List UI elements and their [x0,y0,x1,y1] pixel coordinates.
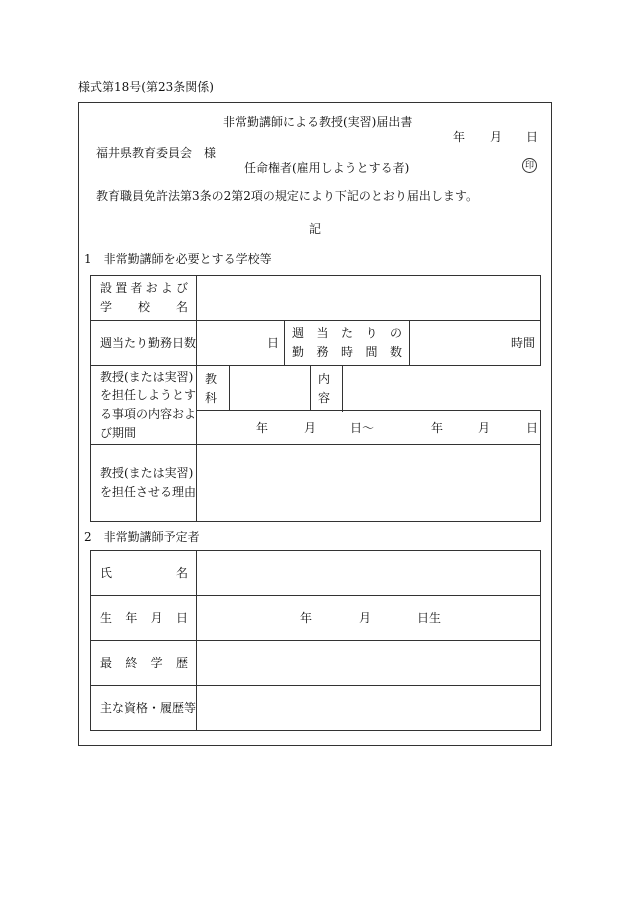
date-month: 月 [490,130,503,144]
days-field[interactable] [197,321,285,366]
reason-field[interactable] [197,445,541,522]
name-label-cell: 氏 名 [91,551,197,596]
name-field[interactable] [197,551,541,596]
recipient: 福井県教育委員会 様 [96,146,217,160]
statement: 教育職員免許法第3条の2第2項の規定により下記のとおり届出します。 [96,189,478,203]
subject-field[interactable] [230,366,311,411]
reason-label-cell: 教授(または実習) を担任させる理由 [91,445,197,522]
period-year-end: 年 [431,420,444,435]
content-label-cell: 内 容 [311,366,541,411]
hours-label-cell: 週 当 た り の 勤 務 時 間 数 [285,321,410,366]
hours-field[interactable] [410,321,541,366]
days-label: 週当たり勤務日数 [91,321,197,366]
days-unit: 日 [266,335,279,350]
birth-day: 日生 [417,611,442,625]
birth-label-cell: 生 年 月 日 [91,596,197,641]
period-year-start: 年 [256,420,269,435]
section1-heading: 1 非常勤講師を必要とする学校等 [84,252,272,266]
period-month-start: 月 [304,420,317,435]
period-month-end: 月 [478,420,491,435]
school-table [90,275,541,522]
section2-heading: 2 非常勤講師予定者 [84,530,200,544]
matter-label-cell: 教授(または実習) を担任しようとす る事項の内容およ び期間 [91,366,197,445]
birth-field[interactable] [197,596,541,641]
seal-icon: 印 [522,158,537,173]
period-day-start: 日〜 [350,420,375,435]
birth-year: 年 [300,611,313,625]
founder-label-cell: 設 置 者 お よ び 学 校 名 [91,276,197,321]
education-label-cell: 最 終 学 歴 [91,641,197,686]
form-number: 様式第18号(第23条関係) [78,80,214,94]
qual-label: 主な資格・履歴等 [91,686,197,731]
birth-month: 月 [359,611,372,625]
period-field[interactable] [197,411,541,445]
education-field[interactable] [197,641,541,686]
instructor-table [90,550,541,731]
date-day: 日 [526,130,539,144]
form-title: 非常勤講師による教授(実習)届出書 [223,115,413,129]
appointer: 任命権者(雇用しようとする者) [244,161,410,175]
subject-label-cell: 教 科 [197,366,230,411]
qual-field[interactable] [197,686,541,731]
content-field[interactable] [342,365,541,412]
period-day-end: 日 [526,420,539,435]
founder-field[interactable] [197,276,541,321]
date-year: 年 [453,130,466,144]
ki-label: 記 [309,222,322,236]
hours-unit: 時間 [511,335,536,350]
